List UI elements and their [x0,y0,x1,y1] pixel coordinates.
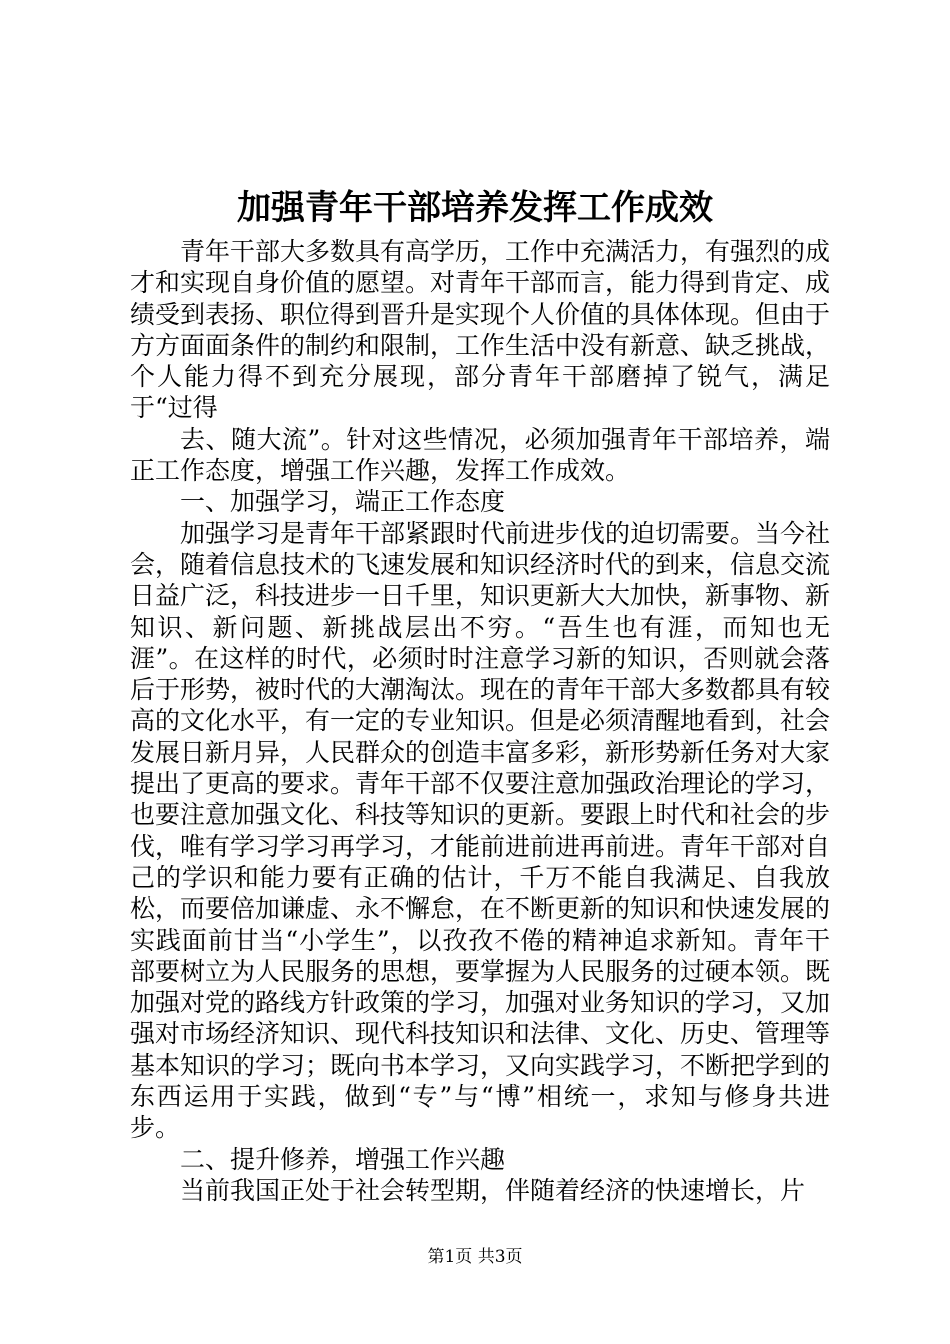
section-heading: 二、提升修养，增强工作兴趣 [180,1144,506,1174]
body-paragraph: 去、随大流”。针对这些情况，必须加强青年干部培养，端正工作态度，增强工作兴趣，发挥工作成效。 [130,424,830,486]
document-title: 加强青年干部培养发挥工作成效 [237,188,713,228]
body-paragraph: 加强学习是青年干部紧跟时代前进步伐的迫切需要。当今社会，随着信息技术的飞速发展和知识经济时代的到来，信息交流日益广泛，科技进步一日千里，知识更新大大加快，新事物、新知识、新问题、新挑战层出不穷。“吾生也有涯，而知也无涯”。在这样的时代，必须时时注意学习新的知识，否则就会落后于形势，被时代的大潮淘汰。现在的青年干部大多数都具有较高的文化水平，有一定的专业知识。但是必须清醒地看到，社会发展日新月异，人民群众的创造丰富多彩，新形势新任务对大家提出了更高的要求。青年干部不仅要注意加强政治理论的学习，也要注意加强文化、科技等知识的更新。要跟上时代和社会的步伐，唯有学习学习再学习，才能前进前进再前进。青年干部对自己的学识和能力要有正确的估计，千万不能自我满足、自我放松，而要倍加谦虚、永不懈怠，在不断更新的知识和快速发展的实践面前甘当“小学生”，以孜孜不倦的精神追求新知。青年干部要树立为人民服务的思想，要掌握为人民服务的过硬本领。既加强对党的路线方针政策的学习，加强对业务知识的学习，又加强对市场经济知识、现代科技知识和法律、文化、历史、管理等基本知识的学习；既向书本学习，又向实践学习，不断把学到的东西运用于实践，做到“专”与“博”相统一，求知与修身共进步。 [130,518,831,1143]
page-number-footer: 第1页 共3页 [427,1247,523,1267]
section-heading: 一、加强学习，端正工作态度 [180,487,506,517]
body-paragraph: 青年干部大多数具有高学历，工作中充满活力，有强烈的成才和实现自身价值的愿望。对青年干部而言，能力得到肯定、成绩受到表扬、职位得到晋升是实现个人价值的具体体现。但由于方方面面条件的制约和限制，工作生活中没有新意、缺乏挑战，个人能力得不到充分展现，部分青年干部磨掉了锐气，满足于“过得 [130,237,831,423]
body-paragraph: 当前我国正处于社会转型期，伴随着经济的快速增长，片 [180,1175,806,1205]
document-body [130,236,830,1206]
